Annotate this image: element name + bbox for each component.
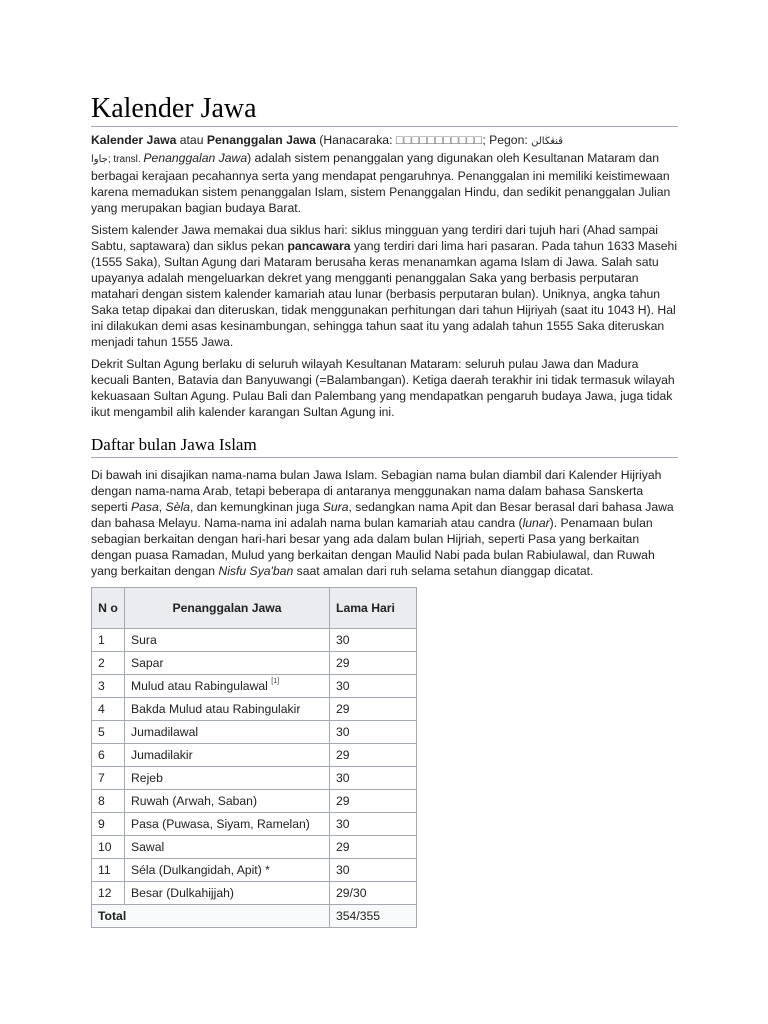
intro-text: ; transl. xyxy=(107,154,144,165)
cell-no: 11 xyxy=(92,859,125,882)
table-row xyxy=(92,721,417,744)
cell-no: 9 xyxy=(92,813,125,836)
paragraph-text: yang terdiri dari lima hari pasaran. Pada tahun 1633 Masehi (1555 Saka), Sultan Agung dari Mataram berusaha keras menanamkan agama Islam di Jawa. Salah satu upayanya adalah mengeluarkan dekret yang mengganti penanggalan Saka yang berbasis perputaran matahari dengan sistem kalender kamariah atau lunar (berbasis perputaran bulan). Uniknya, angka tahun Saka tetap dipakai dan diteruskan, tidak menggunakan perhitungan dari tahun Hijriyah (saat itu 1043 H). Hal ini dilakukan demi asas kesinambungan, sehingga tahun saat itu yang adalah tahun 1555 Saka diteruskan menjadi tahun 1555 Jawa. xyxy=(91,239,678,349)
cell-no: 6 xyxy=(92,744,125,767)
month-name: Sura xyxy=(131,633,157,647)
cell-month-name xyxy=(125,813,330,836)
month-name: Bakda Mulud atau Rabingulakir xyxy=(131,702,301,716)
section-heading: Daftar bulan Jawa Islam xyxy=(91,434,678,458)
table-row xyxy=(92,629,417,652)
header-days: Lama Hari xyxy=(330,588,417,629)
cell-month-name xyxy=(125,721,330,744)
cell-days: 30 xyxy=(330,675,417,698)
page-title: Kalender Jawa xyxy=(91,92,678,127)
pegon-word: ڤنڠڬالن xyxy=(531,136,563,147)
total-label xyxy=(92,905,330,928)
months-table xyxy=(91,587,417,928)
cell-no: 7 xyxy=(92,767,125,790)
total-label-text: Total xyxy=(98,909,127,923)
cell-month-name xyxy=(125,882,330,905)
month-name: Sawal xyxy=(131,840,165,854)
table-row xyxy=(92,882,417,905)
cell-no: 1 xyxy=(92,629,125,652)
table-row xyxy=(92,859,417,882)
translit-text: Penanggalan Jawa xyxy=(143,151,248,165)
paragraph-text: Sistem kalender Jawa memakai dua siklus hari: siklus mingguan yang terdiri dari tujuh hari (Ahad sampai Sabtu, saptawara) dan siklus pekan xyxy=(91,223,658,253)
paragraph-cycles xyxy=(91,222,678,350)
month-name: Mulud atau Rabingulawal xyxy=(131,679,268,693)
cell-month-name xyxy=(125,744,330,767)
cell-no: 3 xyxy=(92,675,125,698)
month-name: Besar (Dulkahijjah) xyxy=(131,886,234,900)
cell-month-name xyxy=(125,698,330,721)
intro-bold-term-2: Penanggalan Jawa xyxy=(206,133,316,147)
italic-term: Sèla xyxy=(165,500,190,514)
intro-paragraph xyxy=(91,132,678,216)
cell-no: 12 xyxy=(92,882,125,905)
month-name: Pasa (Puwasa, Siyam, Ramelan) xyxy=(131,817,310,831)
cell-no: 10 xyxy=(92,836,125,859)
article xyxy=(91,92,678,928)
cell-month-name xyxy=(125,790,330,813)
table-header-row xyxy=(92,588,417,629)
cell-days: 29 xyxy=(330,790,417,813)
cell-days: 30 xyxy=(330,721,417,744)
paragraph-text: , xyxy=(158,500,166,514)
month-name: Ruwah (Arwah, Saban) xyxy=(131,794,257,808)
table-body xyxy=(92,629,417,928)
cell-days: 29 xyxy=(330,836,417,859)
hanacaraka-glyphs: □□□□□□□□□□□ xyxy=(395,133,483,147)
cell-days: 29/30 xyxy=(330,882,417,905)
table-row xyxy=(92,790,417,813)
table-row xyxy=(92,675,417,698)
month-name: Rejeb xyxy=(131,771,163,785)
month-name: Jumadilakir xyxy=(131,748,193,762)
paragraph-text: saat amalan dari ruh selama setahun dianggap dicatat. xyxy=(293,564,594,578)
cell-days: 29 xyxy=(330,744,417,767)
header-name: Penanggalan Jawa xyxy=(125,588,330,629)
cell-days: 29 xyxy=(330,652,417,675)
paragraph-text: Di bawah ini disajikan nama-nama bulan Jawa Islam. Sebagian nama bulan diambil dari Kalender Hijriyah dengan nama-nama Arab, tetapi beberapa di antaranya menggunakan nama dalam bahasa Sanskerta seperti xyxy=(91,468,662,514)
cell-days: 30 xyxy=(330,767,417,790)
table-row xyxy=(92,652,417,675)
cell-month-name xyxy=(125,675,330,698)
intro-text: (Hanacaraka: xyxy=(315,133,396,147)
intro-bold-term: Kalender Jawa xyxy=(91,133,177,147)
italic-term: Sura xyxy=(322,500,349,514)
cell-month-name xyxy=(125,629,330,652)
table-row xyxy=(92,744,417,767)
intro-text: ; Pegon: xyxy=(482,133,532,147)
table-row xyxy=(92,813,417,836)
month-name: Jumadilawal xyxy=(131,725,199,739)
intro-text: atau xyxy=(176,133,207,147)
paragraph-months xyxy=(91,467,678,579)
italic-term: lunar xyxy=(522,516,550,530)
italic-term: Nisfu Sya'ban xyxy=(218,564,294,578)
cell-month-name xyxy=(125,836,330,859)
cell-days: 30 xyxy=(330,629,417,652)
month-name: Séla (Dulkangidah, Apit) * xyxy=(131,863,270,877)
cell-days: 30 xyxy=(330,859,417,882)
month-name: Sapar xyxy=(131,656,164,670)
table-row xyxy=(92,767,417,790)
cell-month-name xyxy=(125,767,330,790)
intro-text: ) adalah sistem penanggalan yang digunakan oleh Kesultanan Mataram dan berbagai kerajaan pecahannya serta yang mendapat pengaruhnya. Penanggalan ini memiliki keistimewaan karena memadukan sistem penanggalan Islam, sistem Penanggalan Hindu, dan sedikit penanggalan Julian yang merupakan bagian budaya Barat. xyxy=(91,151,671,215)
pegon-word: جاوا xyxy=(91,154,108,165)
cell-days: 29 xyxy=(330,698,417,721)
table-row xyxy=(92,698,417,721)
cell-month-name xyxy=(125,859,330,882)
pancawara-link[interactable]: pancawara xyxy=(287,239,351,253)
cell-no: 5 xyxy=(92,721,125,744)
paragraph-text: , dan kemungkinan juga xyxy=(189,500,323,514)
reference-link[interactable]: [1] xyxy=(271,678,280,685)
cell-no: 4 xyxy=(92,698,125,721)
italic-term: Pasa xyxy=(130,500,159,514)
table-total-row xyxy=(92,905,417,928)
paragraph-decree: Dekrit Sultan Agung berlaku di seluruh wilayah Kesultanan Mataram: seluruh pulau Jawa dan Madura kecuali Banten, Batavia dan Banyuwangi (=Balambangan). Ketiga daerah terakhir ini tidak termasuk wilayah kekuasaan Sultan Agung. Pulau Bali dan Palembang yang mendapatkan pengaruh budaya Jawa, juga tidak ikut mengambil alih kalender karangan Sultan Agung ini. xyxy=(91,357,675,419)
cell-month-name xyxy=(125,652,330,675)
cell-no: 8 xyxy=(92,790,125,813)
cell-no: 2 xyxy=(92,652,125,675)
cell-days: 30 xyxy=(330,813,417,836)
table-row xyxy=(92,836,417,859)
total-days: 354/355 xyxy=(330,905,417,928)
paragraph-text: ). Penamaan bulan sebagian berkaitan dengan hari-hari besar yang ada dalam bulan Hijriah, seperti Pasa yang berkaitan dengan puasa Ramadan, Mulud yang berkaitan dengan Maulid Nabi pada bulan Rabiulawal, dan Ruwah yang berkaitan dengan xyxy=(91,516,655,578)
header-no: N o xyxy=(92,588,125,629)
paragraph-text: , sedangkan nama Apit dan Besar berasal dari bahasa Jawa dan bahasa Melayu. Nama-nama ini adalah nama bulan kamariah atau candra ( xyxy=(91,500,674,530)
